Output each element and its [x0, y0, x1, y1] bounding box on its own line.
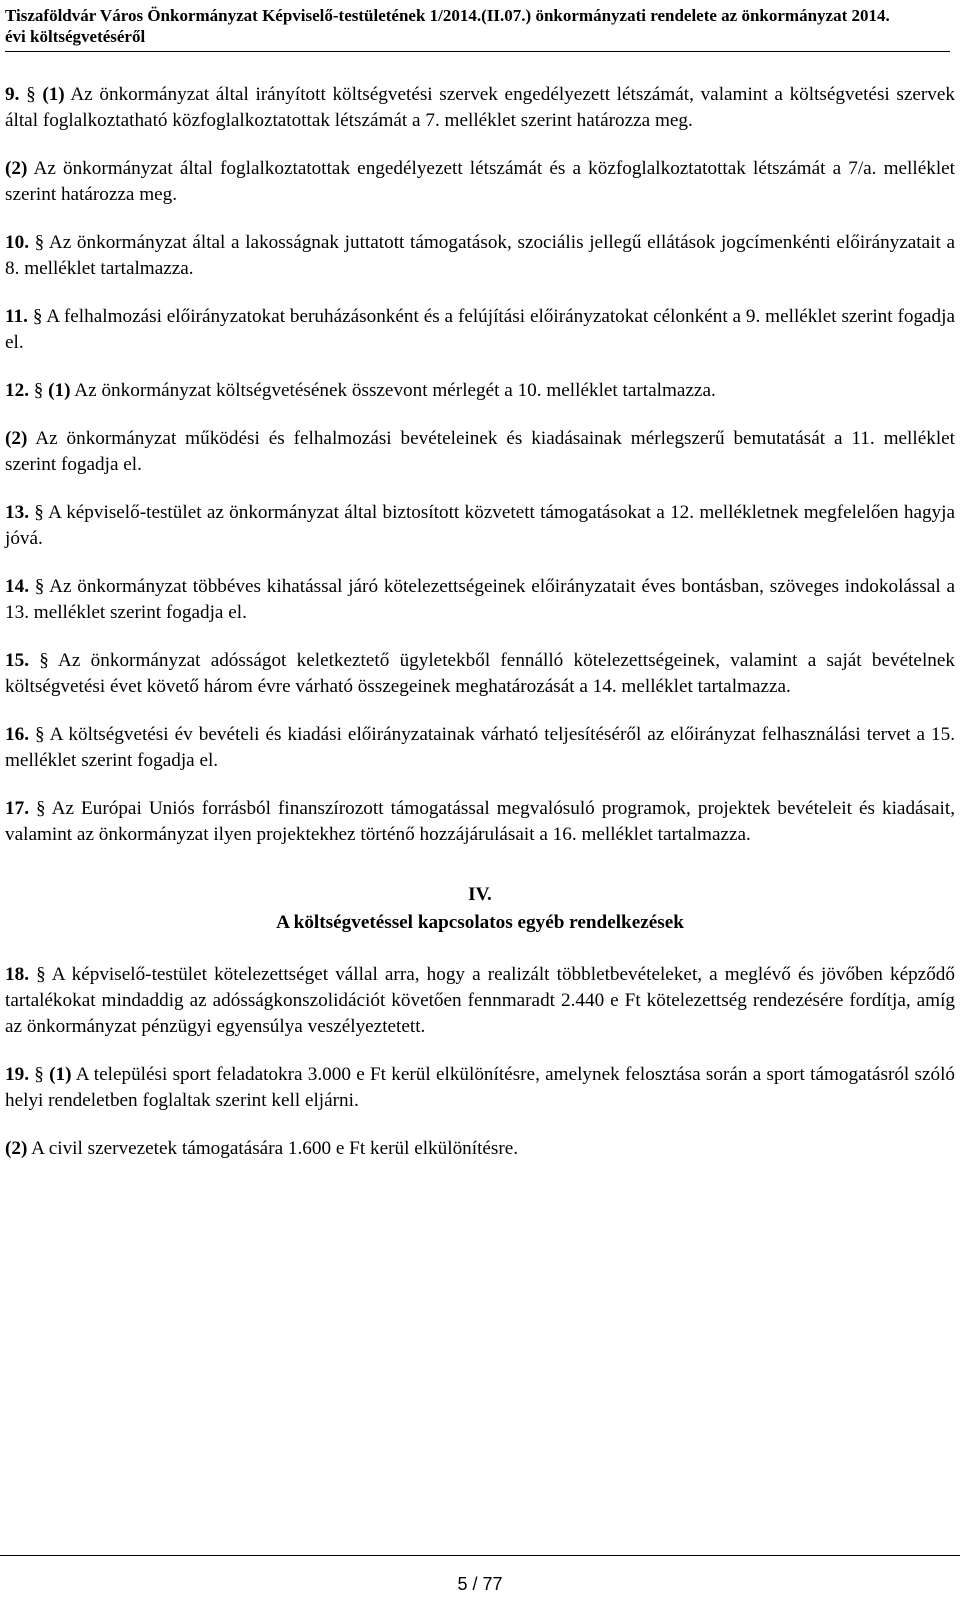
paragraph-number: 15.	[5, 650, 29, 671]
paragraph-text: Az önkormányzat adósságot keletkeztető ügyletekből fennálló kötelezettségeinek, valamint a saját bevételnek költségvetési évet követő három évre várható összegeinek meghatározását a 14. melléklet tartalmazza.	[5, 650, 955, 697]
header-title-line2: évi költségvetéséről	[5, 27, 146, 46]
paragraph-text: A képviselő-testület az önkormányzat által biztosított közvetett támogatásokat a 12. mellékletnek megfelelően hagyja jóvá.	[5, 502, 955, 549]
paragraph-number: 17.	[5, 798, 29, 819]
paragraph-number: 16.	[5, 724, 29, 745]
paragraph-text: Az önkormányzat többéves kihatással járó kötelezettségeinek előirányzatait éves bontásban, szöveges indokolással a 13. melléklet szerint fogadja el.	[5, 576, 955, 623]
subsection-number: (1)	[48, 380, 71, 401]
page-number: 5 / 77	[457, 1574, 503, 1594]
paragraph-number: 12.	[5, 380, 29, 401]
paragraph-number: 18.	[5, 964, 29, 985]
paragraph-number: 11.	[5, 306, 28, 327]
paragraph-number: 9.	[5, 84, 20, 105]
chapter-title: A költségvetéssel kapcsolatos egyéb rendelkezések	[276, 912, 684, 933]
subsection-number: (2)	[5, 1138, 28, 1159]
paragraph-text: A képviselő-testület kötelezettséget vállal arra, hogy a realizált többletbevételeket, a meglévő és jövőben képződő tartalékokat mindaddig az adósságkonszolidációt követően fennmaradt 2.440 e Ft kötelezettség rendezésére fordítja, amíg az önkormányzat pénzügyi egyensúlya veszélyeztetett.	[5, 964, 955, 1037]
section-sign: §	[33, 380, 44, 401]
paragraph-text: Az Európai Uniós forrásból finanszírozott támogatással megvalósuló programok, projektek bevételeit és kiadásait, valamint az önkormányzat ilyen projektekhez történő hozzájárulásait a 16. melléklet tartalmazza.	[5, 798, 955, 845]
chapter-numeral: IV.	[468, 884, 492, 905]
paragraph-text: A költségvetési év bevételi és kiadási előirányzatainak várható teljesítéséről az előirányzat felhasználási tervet a 15. melléklet szerint fogadja el.	[5, 724, 955, 771]
paragraph-number: 19.	[5, 1064, 29, 1085]
paragraph-9-2	[5, 156, 955, 208]
section-sign: §	[36, 964, 46, 985]
section-sign: §	[34, 1064, 44, 1085]
section-sign: §	[32, 306, 43, 327]
paragraph-number: 14.	[5, 576, 29, 597]
paragraph-text: Az önkormányzat költségvetésének összevont mérlegét a 10. melléklet tartalmazza.	[74, 380, 716, 401]
paragraph-number: 13.	[5, 502, 29, 523]
paragraph-text: Az önkormányzat által foglalkoztatottak engedélyezett létszámát és a közfoglalkoztatottak létszámát a 7/a. melléklet szerint határozza meg.	[5, 158, 956, 205]
paragraph-18	[5, 962, 955, 1040]
section-sign: §	[34, 502, 44, 523]
paragraph-12-1	[5, 378, 955, 404]
header-title-line1: Tiszaföldvár Város Önkormányzat Képviselő-testületének 1/2014.(II.07.) önkormányzati rendelete az önkormányzat 2014.	[5, 6, 890, 25]
paragraph-12-2	[5, 426, 955, 478]
section-sign: §	[35, 724, 45, 745]
paragraph-text: Az önkormányzat által a lakosságnak juttatott támogatások, szociális jellegű ellátások jogcímenkénti előirányzatait a 8. melléklet tartalmazza.	[5, 232, 955, 279]
paragraph-text: A civil szervezetek támogatására 1.600 e Ft kerül elkülönítésre.	[31, 1138, 519, 1159]
subsection-number: (1)	[49, 1064, 72, 1085]
section-sign: §	[34, 576, 45, 597]
section-sign: §	[26, 84, 36, 105]
subsection-number: (2)	[5, 428, 28, 449]
page-footer	[0, 1555, 960, 1595]
paragraph-text: Az önkormányzat működési és felhalmozási bevételeinek és kiadásainak mérlegszerű bemutatását a 11. melléklet szerint fogadja el.	[5, 428, 955, 475]
paragraph-14	[5, 574, 955, 626]
paragraph-15	[5, 648, 955, 700]
section-sign: §	[34, 232, 45, 253]
paragraph-19-2	[5, 1136, 955, 1162]
paragraph-13	[5, 500, 955, 552]
paragraph-text: A települési sport feladatokra 3.000 e Ft kerül elkülönítésre, amelynek felosztása során a sport támogatásról szóló helyi rendeletben foglaltak szerint kell eljárni.	[5, 1064, 956, 1111]
paragraph-text: A felhalmozási előirányzatokat beruházásonként és a felújítási előirányzatokat célonként a 9. melléklet szerint fogadja el.	[5, 306, 955, 353]
section-sign: §	[39, 650, 49, 671]
paragraph-17	[5, 796, 955, 848]
document-header	[5, 5, 950, 52]
subsection-number: (1)	[42, 84, 65, 105]
paragraph-10	[5, 230, 955, 282]
paragraph-11	[5, 304, 955, 356]
paragraph-9-1	[5, 82, 955, 134]
document-body	[5, 82, 955, 1162]
section-sign: §	[36, 798, 46, 819]
paragraph-16	[5, 722, 955, 774]
paragraph-19-1	[5, 1062, 955, 1114]
paragraph-text: Az önkormányzat által irányított költségvetési szervek engedélyezett létszámát, valamint a költségvetési szervek által foglalkoztatható közfoglalkoztatottak létszámát a 7. melléklet szerint határozza meg.	[5, 84, 956, 131]
subsection-number: (2)	[5, 158, 28, 179]
paragraph-number: 10.	[5, 232, 29, 253]
